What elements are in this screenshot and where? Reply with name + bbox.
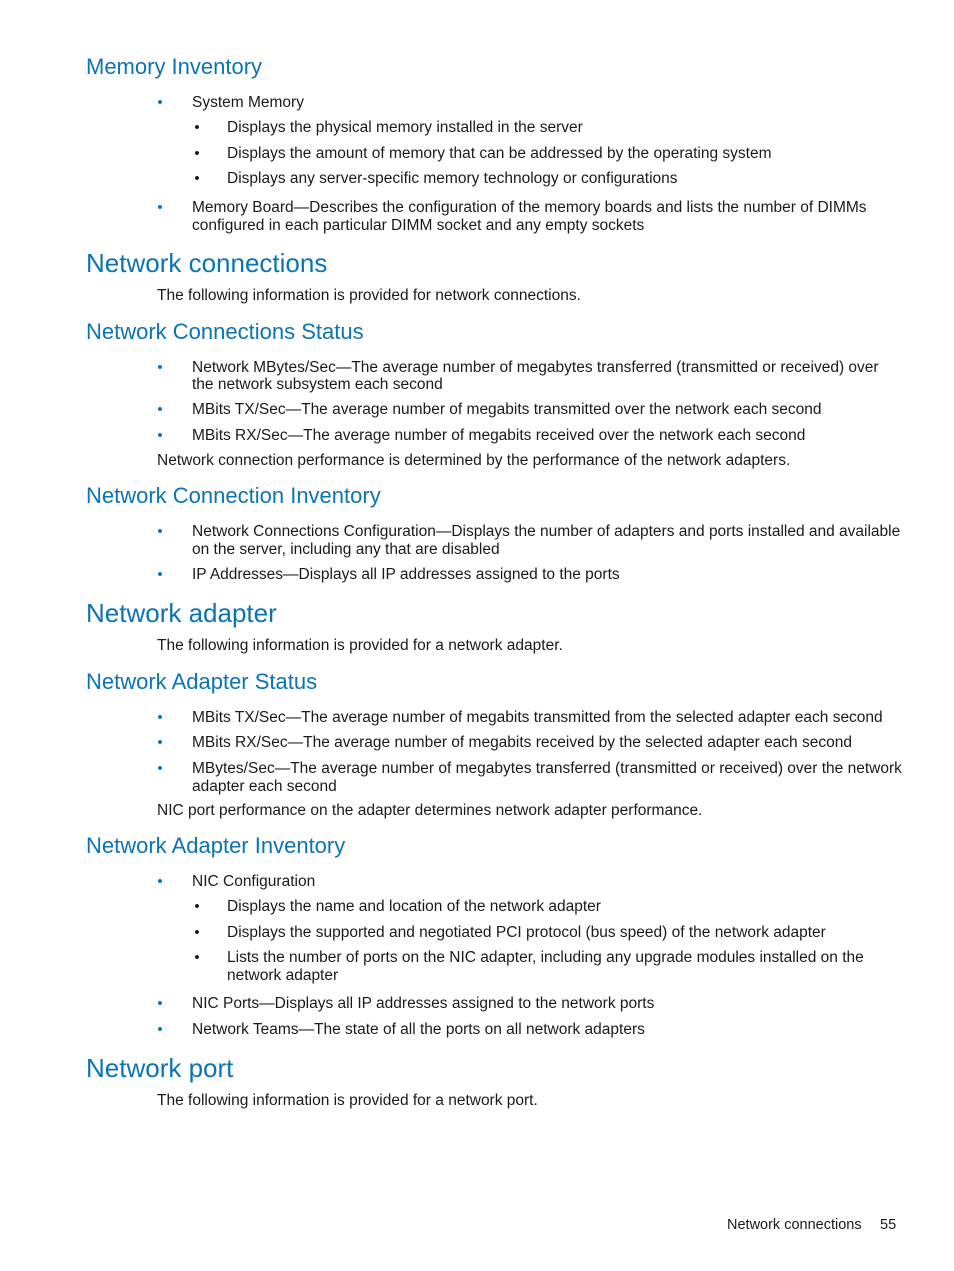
list-item-continuation: configured in each particular DIMM socket and any empty sockets — [192, 217, 645, 234]
list-item: Lists the number of ports on the NIC adapter, including any upgrade modules installed on the — [227, 949, 864, 966]
bullet-icon: • — [157, 401, 163, 418]
bullet-icon: • — [157, 523, 163, 540]
list-item: MBits TX/Sec—The average number of megabits transmitted from the selected adapter each second — [192, 709, 883, 726]
heading-network-connections: Network connections — [86, 248, 328, 278]
heading-network-connection-inventory: Network Connection Inventory — [86, 483, 381, 508]
list-item-continuation: on the server, including any that are disabled — [192, 541, 500, 558]
bullet-icon: • — [194, 145, 200, 162]
paragraph: Network connection performance is determined by the performance of the network adapters. — [157, 452, 791, 469]
paragraph: NIC port performance on the adapter determines network adapter performance. — [157, 802, 703, 819]
bullet-icon: • — [194, 898, 200, 915]
bullet-icon: • — [194, 924, 200, 941]
bullet-icon: • — [157, 359, 163, 376]
bullet-icon: • — [157, 760, 163, 777]
bullet-icon: • — [157, 1021, 163, 1038]
list-item: MBytes/Sec—The average number of megabytes transferred (transmitted or received) over the network — [192, 760, 902, 777]
heading-network-adapter-inventory: Network Adapter Inventory — [86, 833, 346, 858]
list-item: Network MBytes/Sec—The average number of megabytes transferred (transmitted or received) over — [192, 359, 879, 376]
list-item: MBits TX/Sec—The average number of megabits transmitted over the network each second — [192, 401, 822, 418]
list-item: NIC Ports—Displays all IP addresses assigned to the network ports — [192, 995, 655, 1012]
list-item: Memory Board—Describes the configuration of the memory boards and lists the number of DIMMs — [192, 199, 867, 216]
list-item: MBits RX/Sec—The average number of megabits received over the network each second — [192, 427, 806, 444]
bullet-icon: • — [194, 949, 200, 966]
bullet-icon: • — [157, 566, 163, 583]
heading-network-connections-status: Network Connections Status — [86, 319, 364, 344]
heading-network-port: Network port — [86, 1053, 234, 1083]
list-item: NIC Configuration — [192, 873, 316, 890]
bullet-icon: • — [157, 709, 163, 726]
list-item: Displays the supported and negotiated PCI protocol (bus speed) of the network adapter — [227, 924, 826, 941]
bullet-icon: • — [157, 873, 163, 890]
list-item: MBits RX/Sec—The average number of megabits received by the selected adapter each second — [192, 734, 852, 751]
paragraph: The following information is provided for network connections. — [157, 287, 581, 304]
bullet-icon: • — [157, 199, 163, 216]
bullet-icon: • — [157, 427, 163, 444]
footer-page-number: 55 — [880, 1217, 897, 1233]
paragraph: The following information is provided for a network port. — [157, 1092, 538, 1109]
bullet-icon: • — [157, 995, 163, 1012]
paragraph: The following information is provided for a network adapter. — [157, 637, 563, 654]
list-item-continuation: network adapter — [227, 967, 339, 984]
heading-network-adapter: Network adapter — [86, 598, 277, 628]
list-item-continuation: adapter each second — [192, 778, 337, 795]
bullet-icon: • — [194, 170, 200, 187]
footer-section-title: Network connections — [727, 1217, 862, 1233]
list-item: Displays the name and location of the network adapter — [227, 898, 601, 915]
heading-memory-inventory: Memory Inventory — [86, 54, 263, 79]
list-item-continuation: the network subsystem each second — [192, 376, 443, 393]
bullet-icon: • — [157, 734, 163, 751]
bullet-icon: • — [157, 94, 163, 111]
list-item: System Memory — [192, 94, 304, 111]
list-item: Displays the physical memory installed in the server — [227, 119, 583, 136]
list-item: Network Teams—The state of all the ports on all network adapters — [192, 1021, 645, 1038]
list-item: Displays any server-specific memory technology or configurations — [227, 170, 678, 187]
list-item: Network Connections Configuration—Displays the number of adapters and ports installed and available — [192, 523, 901, 540]
heading-network-adapter-status: Network Adapter Status — [86, 669, 318, 694]
list-item: Displays the amount of memory that can be addressed by the operating system — [227, 145, 772, 162]
list-item: IP Addresses—Displays all IP addresses assigned to the ports — [192, 566, 620, 583]
bullet-icon: • — [194, 119, 200, 136]
